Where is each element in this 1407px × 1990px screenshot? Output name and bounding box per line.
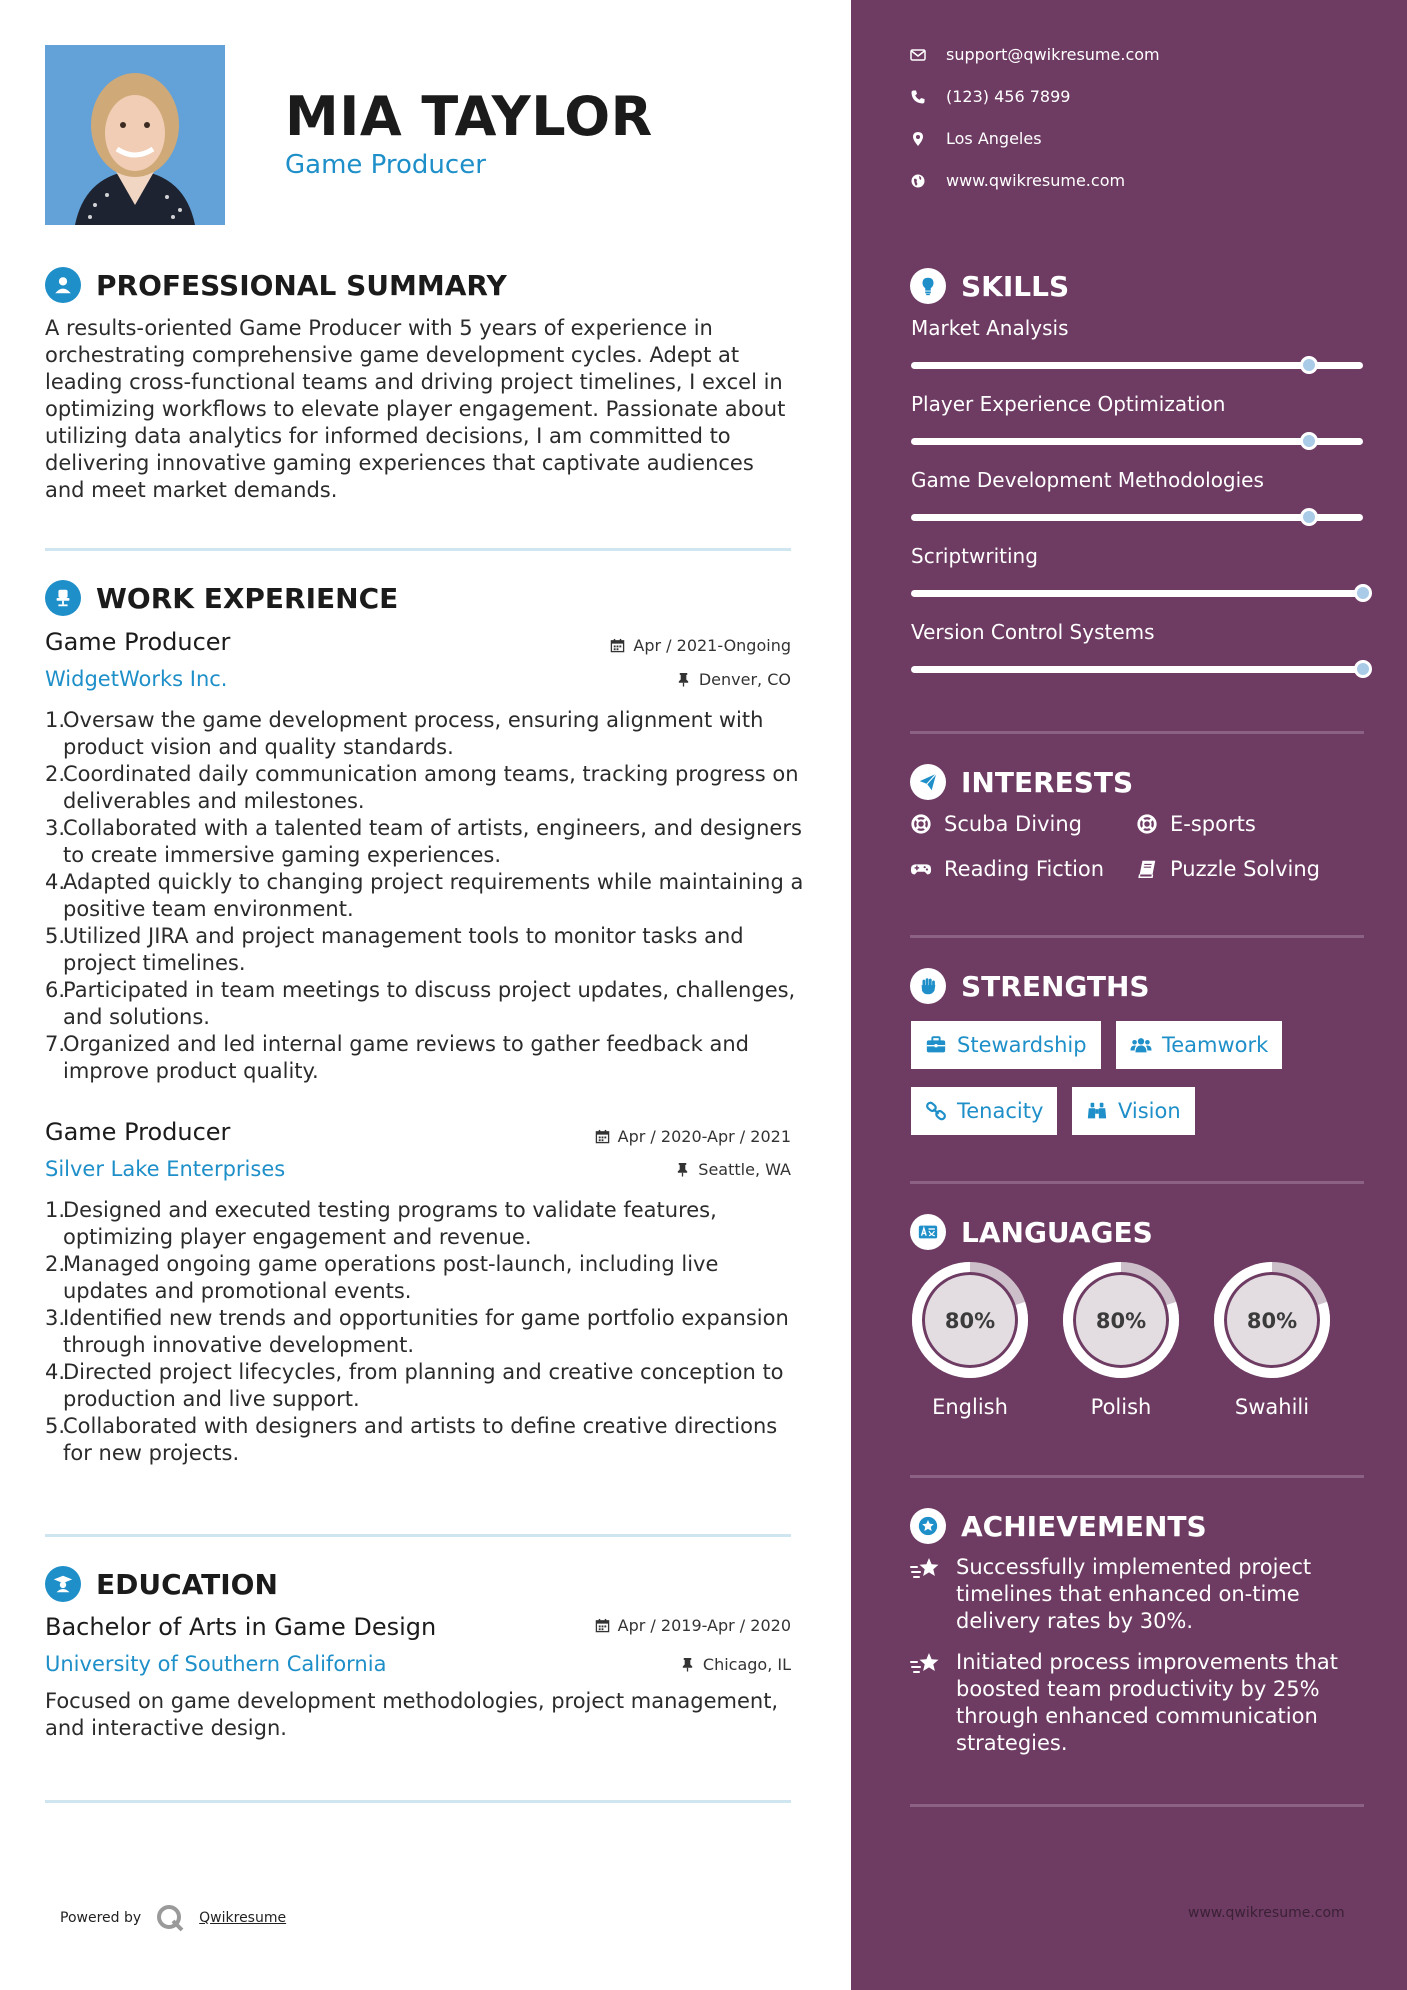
contact-website-text: www.qwikresume.com xyxy=(946,171,1126,190)
job-dates-text: Apr / 2020-Apr / 2021 xyxy=(617,1127,791,1146)
language-percent: 80% xyxy=(1246,1309,1298,1333)
skill-bar xyxy=(911,514,1363,521)
strength-label: Teamwork xyxy=(1162,1033,1269,1057)
achievement-item xyxy=(910,1649,1350,1757)
strength-tag xyxy=(911,1021,1101,1069)
calendar-icon xyxy=(595,1129,610,1144)
powered-by-label: Powered by xyxy=(60,1910,142,1926)
interest-label: Puzzle Solving xyxy=(1170,857,1320,881)
language-ring xyxy=(909,1259,1031,1381)
strength-tag xyxy=(911,1087,1057,1135)
list-item: Designed and executed testing programs to validate features, optimizing player engagement and revenue. xyxy=(63,1198,717,1249)
achievement-text: Successfully implemented project timelines that enhanced on-time delivery rates by 30%. xyxy=(956,1555,1312,1633)
strength-label: Vision xyxy=(1118,1099,1181,1123)
contact-email[interactable] xyxy=(910,45,1160,64)
graduate-icon xyxy=(45,1566,81,1602)
education-location-text: Chicago, IL xyxy=(702,1655,791,1674)
divider xyxy=(45,1800,791,1803)
job-company: WidgetWorks Inc. xyxy=(45,667,228,691)
school: University of Southern California xyxy=(45,1652,387,1676)
education-title: EDUCATION xyxy=(96,1568,278,1601)
strength-label: Tenacity xyxy=(957,1099,1044,1123)
contact-phone-text: (123) 456 7899 xyxy=(946,87,1071,106)
language-name: Polish xyxy=(1090,1395,1152,1419)
qwikresume-logo-icon xyxy=(155,1903,185,1933)
contact-location xyxy=(910,129,1042,148)
skill-level-knob xyxy=(1300,508,1318,526)
globe-icon xyxy=(910,173,926,189)
brand-link[interactable]: Qwikresume xyxy=(199,1910,287,1926)
binoculars-icon xyxy=(1086,1100,1108,1122)
pushpin-icon xyxy=(675,1162,690,1177)
job-location-text: Denver, CO xyxy=(698,670,791,689)
strengths-title: STRENGTHS xyxy=(961,970,1150,1003)
interests-title: INTERESTS xyxy=(961,766,1134,799)
skill-name: Version Control Systems xyxy=(911,620,1155,644)
lifebuoy-icon xyxy=(910,813,932,835)
divider xyxy=(910,935,1364,938)
list-item: Managed ongoing game operations post-launch, including live updates and promotional events. xyxy=(63,1252,719,1303)
interest-label: Reading Fiction xyxy=(944,857,1105,881)
language-ring xyxy=(1060,1259,1182,1381)
achievements-title: ACHIEVEMENTS xyxy=(961,1510,1207,1543)
divider xyxy=(910,1475,1364,1478)
list-item: Collaborated with designers and artists to define creative directions for new projects. xyxy=(63,1414,778,1465)
education-description: Focused on game development methodologies, project management, and interactive design. xyxy=(45,1689,779,1740)
skill-name: Scriptwriting xyxy=(911,544,1038,568)
calendar-icon xyxy=(610,638,625,653)
job-company: Silver Lake Enterprises xyxy=(45,1157,286,1181)
education-dates xyxy=(595,1616,791,1635)
job-location xyxy=(676,670,791,689)
summary-title: PROFESSIONAL SUMMARY xyxy=(96,269,507,302)
job-title: Game Producer xyxy=(45,1118,231,1146)
job-dates xyxy=(595,1127,791,1146)
divider xyxy=(45,548,791,551)
achievement-item xyxy=(910,1554,1350,1635)
divider xyxy=(910,731,1364,734)
job-location xyxy=(675,1160,791,1179)
education-dates-text: Apr / 2019-Apr / 2020 xyxy=(617,1616,791,1635)
skill-bar xyxy=(911,438,1363,445)
chair-icon xyxy=(45,580,81,616)
skills-title: SKILLS xyxy=(961,270,1070,303)
language-percent: 80% xyxy=(944,1309,996,1333)
divider xyxy=(45,1534,791,1537)
list-item: Directed project lifecycles, from planning and creative conception to production and live support. xyxy=(63,1360,784,1411)
shooting-star-icon xyxy=(910,1556,942,1584)
book-icon xyxy=(1136,858,1158,880)
language-name: Swahili xyxy=(1234,1395,1310,1419)
skill-bar xyxy=(911,362,1363,369)
degree: Bachelor of Arts in Game Design xyxy=(45,1613,437,1641)
interest-item xyxy=(910,812,1082,836)
calendar-icon xyxy=(595,1618,610,1633)
summary-text: A results-oriented Game Producer with 5 years of experience in orchestrating comprehensive game development cycles. Adept at leading cross-functional teams and driving project timelines, I excel in optimizing workflows to elevate player engagement. Passionate about utilizing data analytics for informed decisions, I am committed to delivering innovative gaming experiences that captivate audiences and meet market demands. xyxy=(45,316,786,502)
list-item: Participated in team meetings to discuss project updates, challenges, and solutions. xyxy=(63,978,796,1029)
job-dates xyxy=(610,636,791,655)
skill-bar xyxy=(911,590,1363,597)
paper-plane-icon xyxy=(910,764,946,800)
map-marker-icon xyxy=(910,131,926,147)
interest-item xyxy=(1136,857,1320,881)
list-item: Oversaw the game development process, ensuring alignment with product vision and quality standards. xyxy=(63,708,764,759)
list-item: Collaborated with a talented team of artists, engineers, and designers to create immersive gaming experiences. xyxy=(63,816,802,867)
skill-name: Market Analysis xyxy=(911,316,1069,340)
contact-location-text: Los Angeles xyxy=(946,129,1042,148)
divider xyxy=(910,1181,1364,1184)
divider xyxy=(910,1804,1364,1807)
languages-title: LANGUAGES xyxy=(961,1216,1153,1249)
profile-photo xyxy=(45,45,225,225)
list-item: Organized and led internal game reviews to gather feedback and improve product quality. xyxy=(63,1032,749,1083)
lifebuoy-icon xyxy=(1136,813,1158,835)
job-duties xyxy=(45,1197,808,1467)
interest-item xyxy=(1136,812,1256,836)
contact-email-text: support@qwikresume.com xyxy=(946,45,1160,64)
users-icon xyxy=(1130,1034,1152,1056)
star-badge-icon xyxy=(910,1508,946,1544)
interest-label: E-sports xyxy=(1170,812,1256,836)
skill-level-knob xyxy=(1300,432,1318,450)
gamepad-icon xyxy=(910,858,932,880)
job-location-text: Seattle, WA xyxy=(698,1160,791,1179)
lightbulb-icon xyxy=(910,268,946,304)
list-item: Utilized JIRA and project management tools to monitor tasks and project timelines. xyxy=(63,924,744,975)
contact-phone[interactable] xyxy=(910,87,1070,106)
interest-label: Scuba Diving xyxy=(944,812,1082,836)
skill-name: Player Experience Optimization xyxy=(911,392,1226,416)
powered-by xyxy=(60,1903,286,1933)
link-icon xyxy=(925,1100,947,1122)
language-name: English xyxy=(932,1395,1008,1419)
footer-website[interactable]: www.qwikresume.com xyxy=(1188,1905,1345,1921)
list-item: Coordinated daily communication among teams, tracking progress on deliverables and milestones. xyxy=(63,762,799,813)
skill-level-knob xyxy=(1354,584,1372,602)
strength-tag xyxy=(1116,1021,1282,1069)
experience-title: WORK EXPERIENCE xyxy=(96,582,399,615)
pushpin-icon xyxy=(680,1657,695,1672)
skill-level-knob xyxy=(1354,660,1372,678)
shooting-star-icon xyxy=(910,1651,942,1679)
interest-item xyxy=(910,857,1104,881)
user-icon xyxy=(45,267,81,303)
envelope-icon xyxy=(910,47,926,63)
strength-tag xyxy=(1072,1087,1195,1135)
language-percent: 80% xyxy=(1095,1309,1147,1333)
job-title: Game Producer xyxy=(45,628,231,656)
skill-level-knob xyxy=(1300,356,1318,374)
list-item: Identified new trends and opportunities for game portfolio expansion through innovative development. xyxy=(63,1306,789,1357)
job-duties xyxy=(45,707,808,1085)
fist-icon xyxy=(910,968,946,1004)
translate-icon xyxy=(910,1214,946,1250)
skill-name: Game Development Methodologies xyxy=(911,468,1264,492)
briefcase-icon xyxy=(925,1034,947,1056)
job-dates-text: Apr / 2021-Ongoing xyxy=(633,636,791,655)
achievement-text: Initiated process improvements that boosted team productivity by 25% through enhanced communication strategies. xyxy=(956,1650,1338,1755)
candidate-name: MIA TAYLOR xyxy=(285,85,653,148)
strength-label: Stewardship xyxy=(957,1033,1087,1057)
list-item: Adapted quickly to changing project requirements while maintaining a positive team environment. xyxy=(63,870,804,921)
contact-website[interactable] xyxy=(910,171,1125,190)
phone-icon xyxy=(910,89,926,105)
pushpin-icon xyxy=(676,672,691,687)
candidate-role: Game Producer xyxy=(285,150,486,180)
education-location xyxy=(680,1655,791,1674)
skill-bar xyxy=(911,666,1363,673)
language-ring xyxy=(1211,1259,1333,1381)
